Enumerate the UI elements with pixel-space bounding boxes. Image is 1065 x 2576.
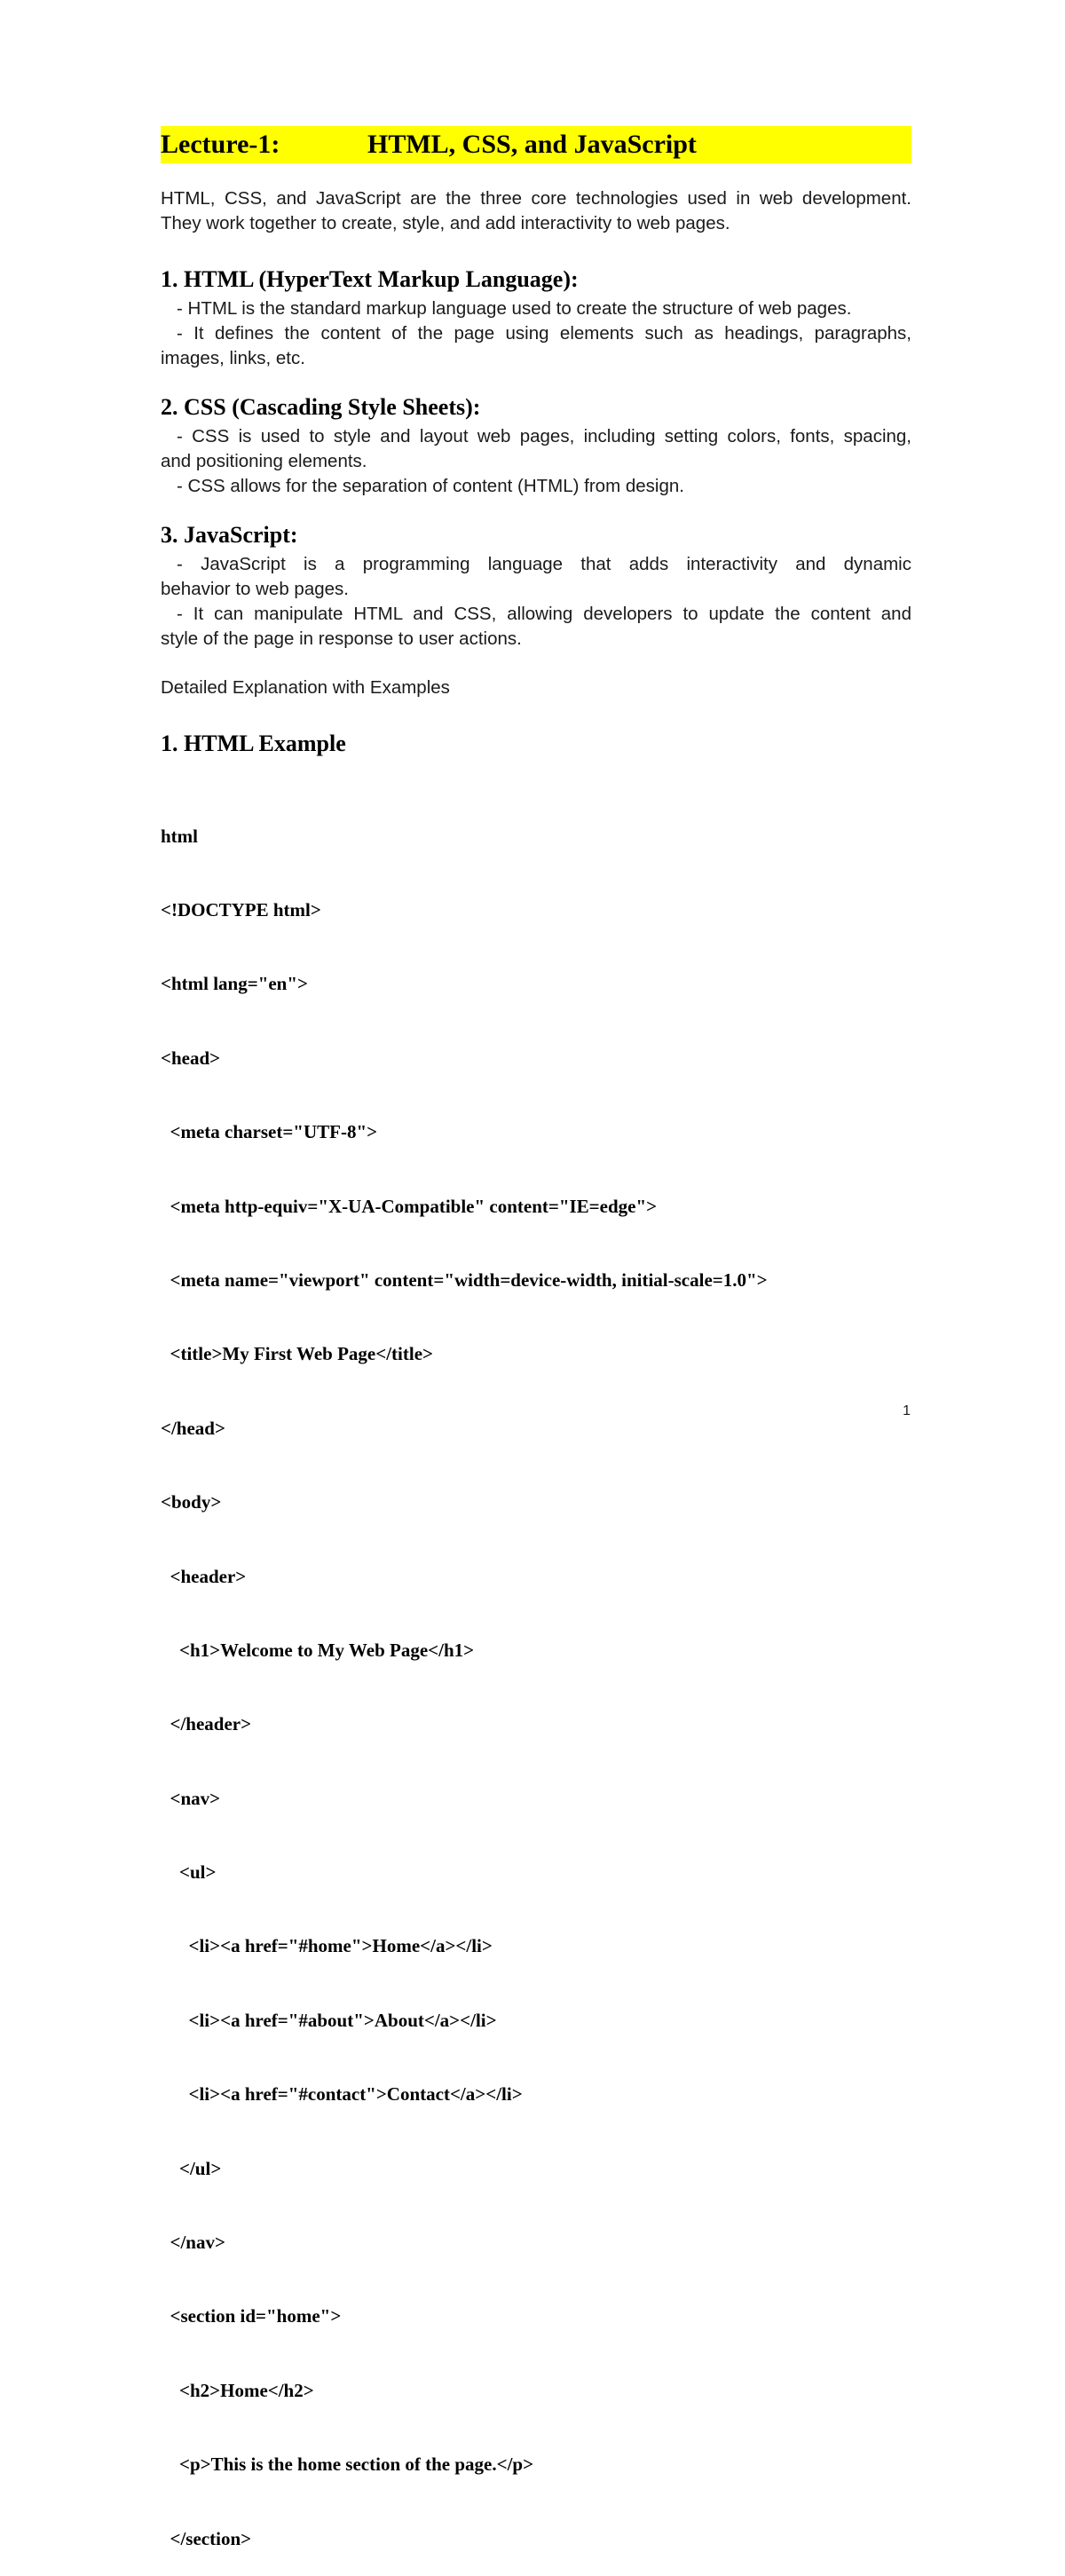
code-line: html (161, 825, 198, 847)
js-line-4: style of the page in response to user actions. (161, 628, 522, 649)
code-line: </header> (161, 1713, 252, 1735)
code-block (161, 775, 911, 2576)
code-line: </head> (161, 1417, 225, 1439)
section-body-html (161, 296, 911, 371)
code-line: <head> (161, 1047, 221, 1069)
code-line: </ul> (161, 2157, 222, 2179)
example-heading: 1. HTML Example (161, 731, 346, 756)
code-line: <li><a href="#about">About</a></li> (161, 2009, 497, 2031)
js-line-2: behavior to web pages. (161, 579, 349, 599)
code-line: <body> (161, 1491, 222, 1513)
intro-paragraph (161, 186, 911, 236)
code-line: <h1>Welcome to My Web Page</h1> (161, 1639, 475, 1661)
js-line-1: - JavaScript is a programming language that adds interactivity and dynamic (177, 554, 911, 574)
code-line: <h2>Home</h2> (161, 2379, 314, 2401)
html-line-3: images, links, etc. (161, 348, 305, 368)
code-line: <section id="home"> (161, 2305, 342, 2327)
page-number: 1 (903, 1403, 911, 1418)
code-line: <title>My First Web Page</title> (161, 1343, 433, 1365)
code-line: <meta charset="UTF-8"> (161, 1121, 378, 1143)
lecture-topic: HTML, CSS, and JavaScript (367, 130, 697, 159)
code-line: <meta name="viewport" content="width=device-width, initial-scale=1.0"> (161, 1268, 768, 1291)
html-line-2: - It defines the content of the page using elements such as headings, paragraphs, (177, 323, 911, 344)
section-body-css (161, 424, 911, 499)
intro-line-2: They work together to create, style, and add interactivity to web pages. (161, 213, 730, 233)
css-line-3: - CSS allows for the separation of content (HTML) from design. (177, 476, 684, 496)
js-line-3: - It can manipulate HTML and CSS, allowing developers to update the content and (177, 604, 911, 624)
section-body-js (161, 552, 911, 652)
css-line-2: and positioning elements. (161, 451, 367, 471)
detailed-label: Detailed Explanation with Examples (161, 677, 450, 698)
code-line: <p>This is the home section of the page.</p> (161, 2454, 534, 2476)
code-line: <li><a href="#home">Home</a></li> (161, 1935, 493, 1957)
intro-line-1: HTML, CSS, and JavaScript are the three core technologies used in web development. (161, 188, 911, 209)
css-line-1: - CSS is used to style and layout web pages, including setting colors, fonts, spacing, (177, 426, 911, 446)
code-line: <!DOCTYPE html> (161, 898, 321, 921)
detailed-explanation (161, 676, 911, 700)
code-line: </section> (161, 2527, 252, 2549)
code-line: <meta http-equiv="X-UA-Compatible" content="IE=edge"> (161, 1195, 658, 1217)
code-line: <header> (161, 1565, 247, 1587)
code-line: <ul> (161, 1861, 217, 1884)
lecture-title (161, 126, 911, 163)
code-line: </nav> (161, 2232, 225, 2254)
section-heading-css: 2. CSS (Cascading Style Sheets): (161, 394, 481, 420)
section-heading-html: 1. HTML (HyperText Markup Language): (161, 266, 579, 292)
code-line: <html lang="en"> (161, 973, 308, 995)
code-line: <li><a href="#contact">Contact</a></li> (161, 2083, 523, 2106)
code-line: <nav> (161, 1787, 221, 1809)
section-heading-js: 3. JavaScript: (161, 522, 298, 548)
html-line-1: - HTML is the standard markup language used to create the structure of web pages. (177, 298, 852, 319)
lecture-number: Lecture-1: (161, 130, 280, 159)
